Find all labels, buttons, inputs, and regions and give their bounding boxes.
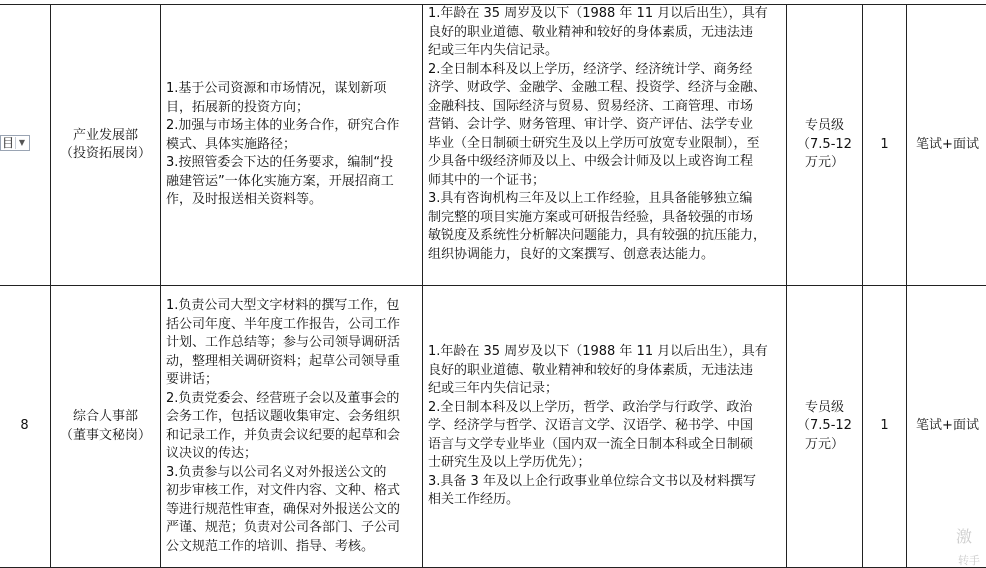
duty-line: 会务工作，包括议题收集审定、会务组织 — [166, 409, 401, 424]
duty-line: 模式、具体实施路径； — [166, 136, 297, 152]
department-cell — [51, 5, 161, 286]
duty-line: 严谨、规范；负责对公司各部门、子公司 — [166, 520, 401, 535]
duty-line: 等进行规范性审查，确保对外报送公文的 — [166, 501, 401, 517]
level-salary: （7.5-12 — [797, 136, 852, 152]
duty-line: 2.负责党委会、经营班子会以及董事会的 — [166, 390, 400, 406]
count-cell — [863, 286, 907, 568]
duty-line: 计划、工作总结等；参与公司领导调研活 — [166, 335, 401, 350]
requirement-line: 1.年龄在 35 周岁及以下（1988 年 11 月以后出生），具有 — [428, 344, 768, 360]
duty-line: 3.按照管委会下达的任务要求，编制“投 — [166, 155, 394, 171]
requirement-line: 营销、会计学、财务管理、审计学、资产评估、法学专业 — [428, 117, 754, 132]
duty-line: 1.基于公司资源和市场情况，谋划新项 — [166, 81, 387, 97]
watermark: 激 — [956, 527, 973, 546]
duties-cell — [161, 5, 423, 286]
requirement-line: 敏锐度及系统性分析解决问题能力，具有较强的抗压能力， — [428, 228, 767, 243]
duty-line: 1.负责公司大型文字材料的撰写工作，包 — [166, 298, 400, 313]
requirement-line: 语言与文学专业毕业（国内双一流全日制本科或全日制硕 — [428, 436, 754, 452]
count-cell — [863, 5, 907, 286]
duty-line: 和记录工作，并负责会议纪要的起草和会 — [166, 427, 401, 443]
exam-method: 笔试+面试 — [916, 418, 979, 434]
position-name: （投资拓展岗） — [59, 146, 151, 161]
requirements-cell — [423, 5, 787, 286]
requirement-line: 1.年龄在 35 周岁及以下（1988 年 11 月以后出生），具有 — [428, 6, 768, 21]
level-cell — [787, 5, 863, 286]
duty-line: 动，整理相关调研资料；起草公司领导重 — [166, 353, 401, 369]
level-title: 专员级 — [804, 399, 844, 415]
job-table — [0, 4, 986, 568]
requirement-line: 良好的职业道德、敬业精神和较好的身体素质，无违法违 — [428, 24, 754, 40]
duty-line: 要讲话； — [166, 372, 219, 387]
requirement-line: 士研究生及以上学历优先）； — [428, 455, 591, 471]
requirements-cell — [423, 286, 787, 568]
department-name: 综合人事部 — [72, 409, 138, 424]
method-cell — [907, 5, 986, 286]
requirement-line: 相关工作经历。 — [428, 492, 520, 508]
method-cell — [907, 286, 986, 568]
watermark-sub: 转手 — [958, 554, 980, 567]
requirement-line: 纪或三年内失信记录。 — [428, 43, 559, 58]
duty-line: 初步审核工作，对文件内容、文种、格式 — [166, 483, 401, 498]
row-index: 8 — [20, 418, 29, 434]
cell-dropdown[interactable] — [0, 135, 30, 151]
requirement-line: 纪或三年内失信记录； — [428, 381, 559, 397]
duty-line: 目，拓展新的投资方向； — [166, 99, 310, 115]
duty-line: 公文规范工作的培训、指导、考核。 — [166, 538, 375, 554]
requirement-line: 金融科技、国际经济与贸易、贸易经济、工商管理、市场 — [428, 98, 754, 114]
dropdown-value: 目 — [2, 136, 15, 150]
requirement-line: 师其中的一个证书； — [428, 172, 546, 188]
department-name: 产业发展部 — [72, 127, 138, 143]
requirement-line: 学、经济学与哲学、汉语言文学、汉语学、秘书学、中国 — [428, 418, 754, 434]
requirement-line: 组织协调能力，良好的文案撰写、创意表达能力。 — [428, 246, 715, 262]
requirement-line: 良好的职业道德、敬业精神和较好的身体素质，无违法违 — [428, 362, 754, 378]
requirement-line: 3.具备 3 年及以上企行政事业单位综合文书以及材料撰写 — [428, 473, 756, 489]
headcount: 1 — [880, 418, 889, 434]
duty-line: 括公司年度、半年度工作报告，公司工作 — [166, 316, 401, 332]
department-cell — [51, 286, 161, 568]
row-index-cell — [0, 286, 51, 568]
chevron-down-icon[interactable]: ▼ — [15, 137, 28, 149]
requirement-line: 少具备中级经济师及以上、中级会计师及以上或咨询工程 — [428, 154, 754, 169]
headcount: 1 — [880, 136, 889, 152]
level-salary: （7.5-12 — [797, 418, 852, 434]
duty-line: 3.负责参与以公司名义对外报送公文的 — [166, 464, 387, 480]
level-salary-unit: 万元） — [804, 436, 844, 452]
duty-line: 融建管运”一体化实施方案，开展招商工 — [166, 173, 394, 189]
duty-line: 作，及时报送相关资料等。 — [166, 192, 323, 208]
requirement-line: 2.全日制本科及以上学历，哲学、政治学与行政学、政治 — [428, 399, 753, 415]
requirement-line: 2.全日制本科及以上学历，经济学、经济统计学、商务经 — [428, 61, 753, 77]
table-row — [0, 286, 986, 568]
level-cell — [787, 286, 863, 568]
requirement-line: 3.具有咨询机构三年及以上工作经验，且具备能够独立编 — [428, 191, 753, 206]
duty-line: 2.加强与市场主体的业务合作，研究合作 — [166, 118, 400, 134]
position-name: （董事文秘岗） — [59, 427, 151, 443]
exam-method: 笔试+面试 — [916, 136, 979, 152]
requirement-line: 毕业（全日制硕士研究生及以上学历可放宽专业限制），至 — [428, 135, 760, 151]
requirement-line: 制完整的项目实施方案或可研报告经验，具备较强的市场 — [428, 209, 754, 225]
duties-cell — [161, 286, 423, 568]
duty-line: 议决议的传达； — [166, 446, 258, 461]
level-title: 专员级 — [804, 118, 844, 134]
requirement-line: 济学、财政学、金融学、金融工程、投资学、经济与金融、 — [428, 80, 767, 95]
level-salary-unit: 万元） — [804, 155, 844, 171]
table-row — [0, 5, 986, 286]
